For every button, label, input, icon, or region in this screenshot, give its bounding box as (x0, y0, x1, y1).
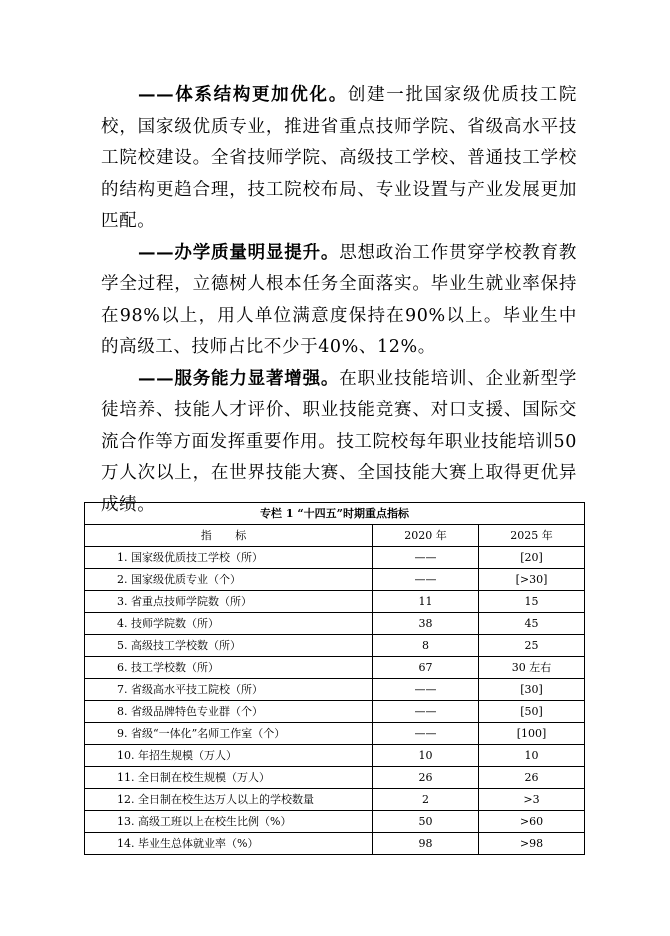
value-2020: 38 (373, 613, 479, 635)
indicator-name: 10. 年招生规模（万人） (85, 745, 373, 767)
table-row (85, 789, 585, 811)
table-row (85, 811, 585, 833)
value-2025: 25 (479, 635, 585, 657)
paragraph-lead: ——办学质量明显提升。 (138, 242, 340, 263)
value-2020: 2 (373, 789, 479, 811)
table-row (85, 547, 585, 569)
column-header-2025: 2025 年 (479, 525, 585, 547)
table-row (85, 723, 585, 745)
table-row (85, 745, 585, 767)
value-2025: 15 (479, 591, 585, 613)
table-row (85, 657, 585, 679)
indicator-name: 6. 技工学校数（所） (85, 657, 373, 679)
paragraph-body: 创建一批国家级优质技工院校，国家级优质专业，推进省重点技师学院、省级高水平技工院校建设。全省技师学院、高级技工学校、普通技工学校的结构更趋合理，技工院校布局、专业设置与产业发展更加匹配。 (101, 85, 577, 231)
value-2025: 45 (479, 613, 585, 635)
table-row (85, 679, 585, 701)
value-2020: 98 (373, 833, 479, 855)
table-row (85, 635, 585, 657)
table-header-row (85, 525, 585, 547)
table-caption: 专栏 1 “十四五”时期重点指标 (85, 503, 585, 525)
indicator-name: 11. 全日制在校生规模（万人） (85, 767, 373, 789)
value-2025: [50] (479, 701, 585, 723)
value-2020: 11 (373, 591, 479, 613)
table-row (85, 613, 585, 635)
value-2025: [30] (479, 679, 585, 701)
table-row (85, 833, 585, 855)
value-2025: 26 (479, 767, 585, 789)
indicator-table (84, 502, 585, 855)
indicator-name: 14. 毕业生总体就业率（%） (85, 833, 373, 855)
indicator-name: 4. 技师学院数（所） (85, 613, 373, 635)
value-2025: >3 (479, 789, 585, 811)
table-caption-row (85, 503, 585, 525)
value-2020: —— (373, 569, 479, 591)
value-2020: 26 (373, 767, 479, 789)
value-2025: [>30] (479, 569, 585, 591)
column-header-2020: 2020 年 (373, 525, 479, 547)
paragraph-quality (101, 238, 577, 364)
value-2025: 10 (479, 745, 585, 767)
indicator-name: 9. 省级“一体化”名师工作室（个） (85, 723, 373, 745)
paragraph-body: 在职业技能培训、企业新型学徒培养、技能人才评价、职业技能竞赛、对口支援、国际交流合作等方面发挥重要作用。技工院校每年职业技能培训50万人次以上，在世界技能大赛、全国技能大赛上取得更优异成绩。 (101, 368, 577, 515)
indicator-name: 3. 省重点技师学院数（所） (85, 591, 373, 613)
indicator-name: 12. 全日制在校生达万人以上的学校数量 (85, 789, 373, 811)
value-2020: 50 (373, 811, 479, 833)
value-2025: [100] (479, 723, 585, 745)
value-2020: —— (373, 547, 479, 569)
paragraph-structure (101, 80, 577, 238)
table-row (85, 569, 585, 591)
column-header-indicator: 指 标 (85, 525, 373, 547)
paragraph-body: 思想政治工作贯穿学校教育教学全过程，立德树人根本任务全面落实。毕业生就业率保持在98%以上，用人单位满意度保持在90%以上。毕业生中的高级工、技师占比不少于40%、12%。 (101, 242, 577, 357)
table-row (85, 701, 585, 723)
indicator-table-wrap (84, 502, 584, 855)
table-row (85, 591, 585, 613)
indicator-name: 2. 国家级优质专业（个） (85, 569, 373, 591)
table-row (85, 767, 585, 789)
value-2020: —— (373, 701, 479, 723)
value-2020: 8 (373, 635, 479, 657)
indicator-name: 5. 高级技工学校数（所） (85, 635, 373, 657)
indicator-name: 1. 国家级优质技工学校（所） (85, 547, 373, 569)
value-2020: 10 (373, 745, 479, 767)
indicator-name: 13. 高级工班以上在校生比例（%） (85, 811, 373, 833)
paragraph-lead: ——体系结构更加优化。 (138, 85, 348, 105)
paragraph-service (101, 364, 577, 522)
value-2025: 30 左右 (479, 657, 585, 679)
body-text (101, 80, 577, 521)
indicator-name: 8. 省级品牌特色专业群（个） (85, 701, 373, 723)
value-2025: >60 (479, 811, 585, 833)
value-2020: —— (373, 679, 479, 701)
value-2025: >98 (479, 833, 585, 855)
value-2020: 67 (373, 657, 479, 679)
indicator-name: 7. 省级高水平技工院校（所） (85, 679, 373, 701)
value-2020: —— (373, 723, 479, 745)
paragraph-lead: ——服务能力显著增强。 (138, 368, 340, 389)
value-2025: [20] (479, 547, 585, 569)
